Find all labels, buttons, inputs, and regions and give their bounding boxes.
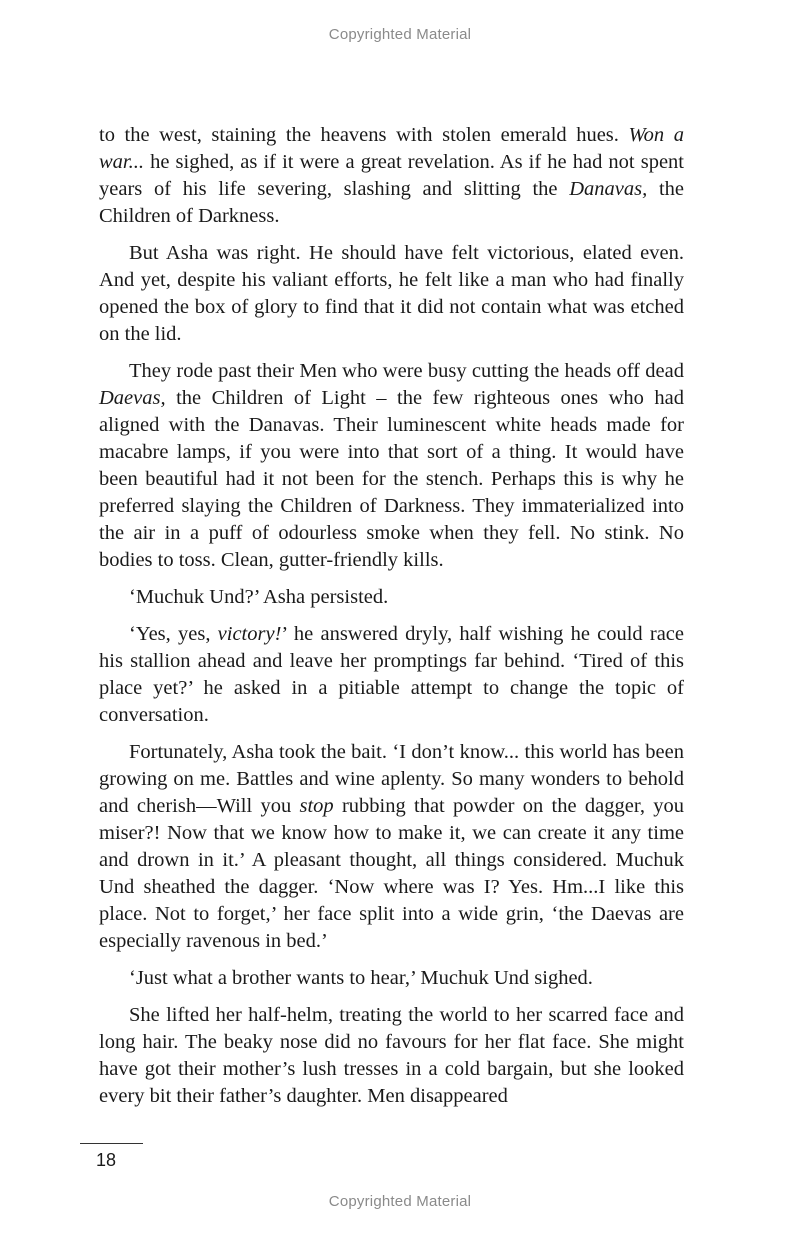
- footer-rule: [80, 1143, 143, 1144]
- paragraph: ‘Muchuk Und?’ Asha persisted.: [129, 586, 389, 608]
- paragraph: ‘Yes, yes, victory!’ he answered dryly, half wishing he could race his stallion ahead and leave her promptings far behind. ‘Tired of this place yet?’ he asked in a pitiable attempt to change the topic of conversation.: [99, 623, 685, 726]
- copyright-watermark-top: Copyrighted Material: [328, 26, 472, 43]
- paragraph: Fortunately, Asha took the bait. ‘I don’t know... this world has been growing on me. Battles and wine aplenty. So many wonders to behold and cherish—Will you stop rubbing that powder on the dagger, you miser?! Now that we know how to make it, we can create it any time and drown in it.’ A pleasant thought, all things considered. Muchuk Und sheathed the dagger. ‘Now where was I? Yes. Hm...I like this place. Not to forget,’ her face split into a wide grin, ‘the Daevas are especially ravenous in bed.’: [99, 741, 684, 952]
- copyright-watermark-bottom: Copyrighted Material: [328, 1193, 472, 1210]
- paragraph: But Asha was right. He should have felt victorious, elated even. And yet, despite his valiant efforts, he felt like a man who had finally opened the box of glory to find that it did not contain what was etched on the lid.: [99, 242, 684, 345]
- paragraph: ‘Just what a brother wants to hear,’ Muchuk Und sighed.: [129, 967, 593, 989]
- paragraph: She lifted her half-helm, treating the world to her scarred face and long hair. The beaky nose did no favours for her flat face. She might have got their mother’s lush tresses in a cold bargain, but she looked every bit their father’s daughter. Men disappeared: [99, 1004, 684, 1107]
- paragraph: They rode past their Men who were busy cutting the heads off dead Daevas, the Children of Light – the few righteous ones who had aligned with the Danavas. Their luminescent white heads made for macabre lamps, if you were into that sort of a thing. It would have been beautiful had it not been for the stench. Perhaps this is why he preferred slaying the Children of Darkness. They immaterialized into the air in a puff of odourless smoke when they fell. No stink. No bodies to toss. Clean, gutter-friendly kills.: [99, 360, 684, 571]
- page-body-text: [99, 122, 684, 1110]
- page-number: 18: [96, 1150, 117, 1170]
- paragraph: to the west, staining the heavens with stolen emerald hues. Won a war... he sighed, as if it were a great revelation. As if he had not spent years of his life severing, slashing and slitting the Danavas, the Children of Darkness.: [99, 124, 685, 227]
